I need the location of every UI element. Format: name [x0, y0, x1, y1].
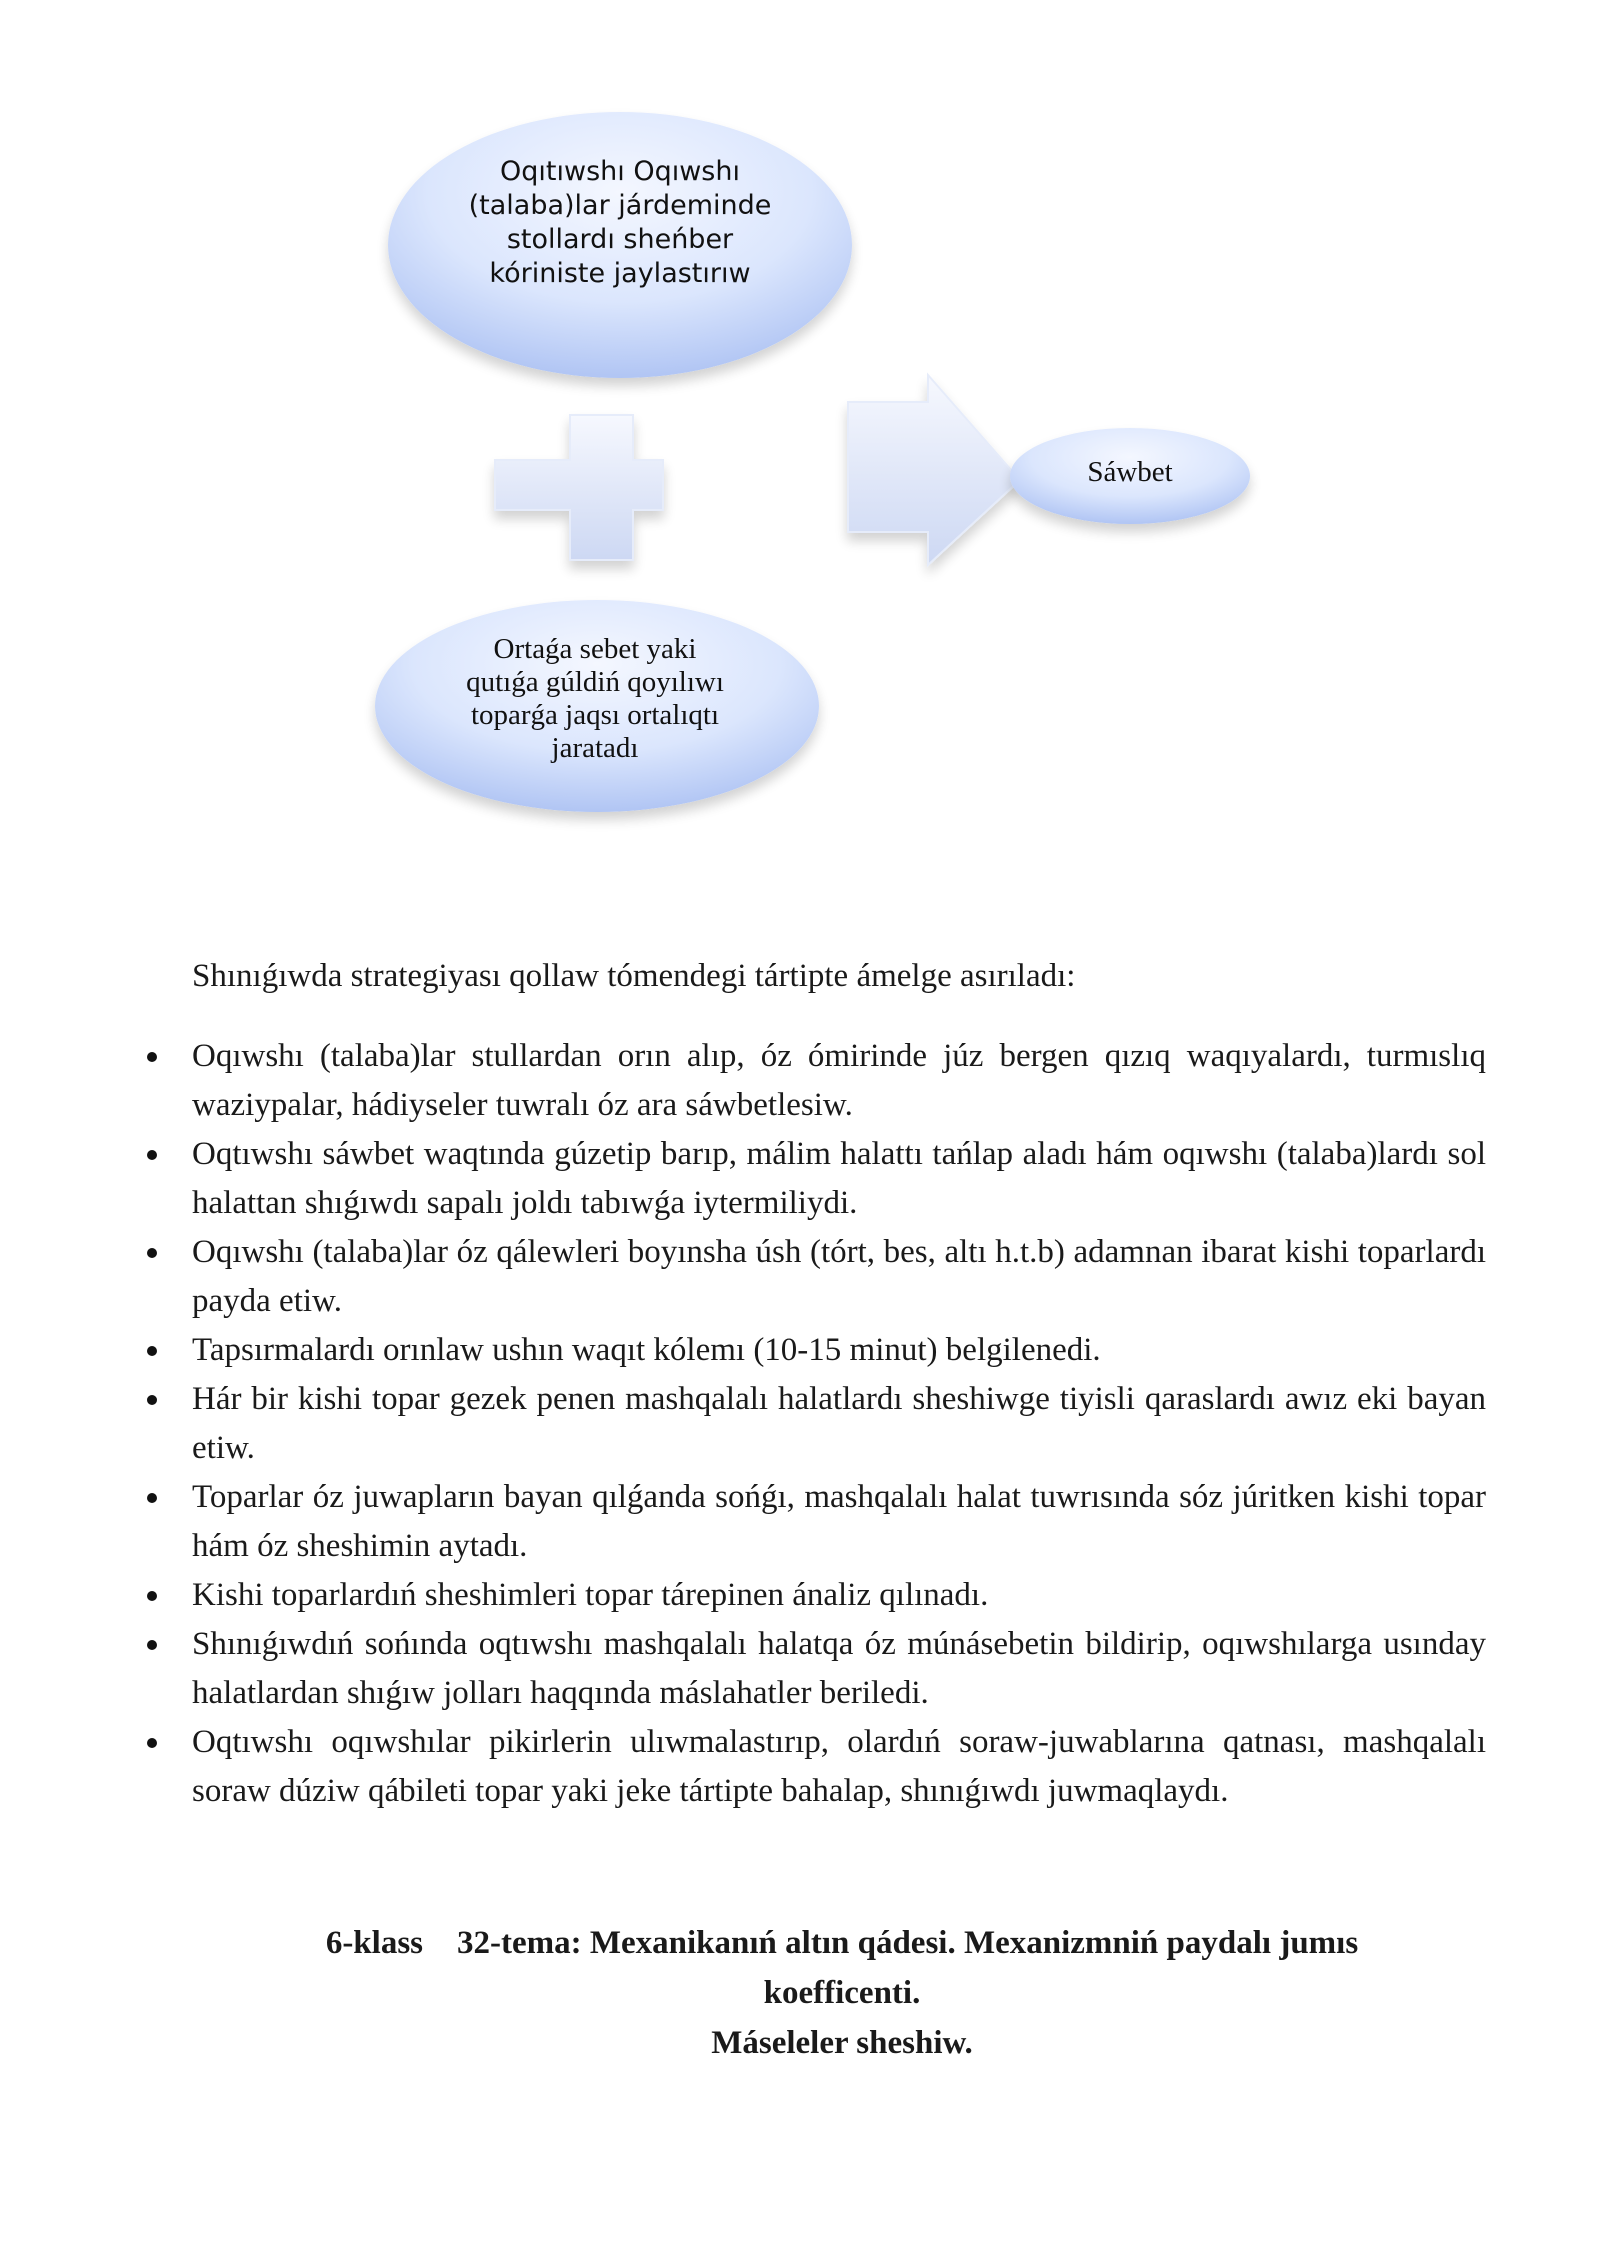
heading-line-2: koefficenti.	[763, 1975, 921, 2011]
right-ellipse-text: Sáwbet	[1087, 456, 1173, 488]
arrow-right-icon	[848, 375, 1020, 565]
list-item: Oqıwshı (talaba)lar stullardan orın alıp, óz ómirinde júz bergen qızıq waqıyalardı, turmıslıq waziypalar, hádiyseler tuwralı óz ara sáwbetlesiw.	[192, 1032, 1486, 1130]
strategy-diagram	[0, 0, 1600, 880]
bottom-ellipse-text	[430, 633, 760, 765]
list-item: Toparlar óz juwapların bayan qılǵanda sońǵı, mashqalalı halat tuwrısında sóz júritken kishi topar hám óz sheshimin aytadı.	[192, 1473, 1486, 1571]
bottom-ellipse-line: Ortaǵa sebet yaki	[493, 633, 697, 665]
bottom-ellipse-line: toparǵa jaqsı ortalıqtı	[470, 699, 720, 731]
bottom-ellipse-line: jaratadı	[551, 732, 639, 764]
list-item: Tapsırmalardı orınlaw ushın waqıt kólemı (10-15 minut) belgilenedi.	[192, 1326, 1486, 1375]
steps-list	[192, 1032, 1486, 1816]
top-ellipse-text	[440, 155, 800, 291]
grade-label: 6-klass	[325, 1925, 424, 1961]
top-ellipse-line: (talaba)lar járdeminde	[468, 190, 772, 221]
list-item: Oqtıwshı oqıwshılar pikirlerin ulıwmalastırıp, olardıń soraw-juwablarına qatnası, mashqalalı soraw dúziw qábileti topar yaki jeke tártipte bahalap, shınıǵıwdı juwmaqlaydı.	[192, 1718, 1486, 1816]
list-item: Oqtıwshı sáwbet waqtında gúzetip barıp, málim halattı tańlap aladı hám oqıwshı (talaba)lardı sol halattan shıǵıwdı sapalı joldı tabıwǵa iytermiliydi.	[192, 1130, 1486, 1228]
list-item: Shınıǵıwdıń sońında oqtıwshı mashqalalı halatqa óz múnásebetin bildirip, oqıwshılarga usınday halatlardan shıǵıw jolları haqqında máslahatler beriledi.	[192, 1620, 1486, 1718]
diagram-shapes	[0, 0, 1600, 880]
top-ellipse-line: stollardı sheńber	[506, 224, 734, 255]
list-item: Oqıwshı (talaba)lar óz qálewleri boyınsha úsh (tórt, bes, altı h.t.b) adamnan ibarat kishi toparlardı payda etiw.	[192, 1228, 1486, 1326]
lesson-heading	[192, 1918, 1492, 2068]
topic-label: 32-tema: Mexanikanıń altın qádesi. Mexanizmniń paydalı jumıs	[457, 1925, 1359, 1961]
top-ellipse-line: kóriniste jaylastırıw	[489, 258, 751, 289]
list-item: Hár bir kishi topar gezek penen mashqalalı halatlardı sheshiwge tiyisli qaraslardı awız eki bayan etiw.	[192, 1375, 1486, 1473]
intro-paragraph: Shınıǵıwda strategiyası qollaw tómendegi tártipte ámelge asırıladı:	[192, 958, 1076, 994]
list-item: Kishi toparlardıń sheshimleri topar tárepinen ánaliz qılınadı.	[192, 1571, 1486, 1620]
top-ellipse-line: Oqıtıwshı Oqıwshı	[500, 156, 740, 187]
heading-line-3: Máseleler sheshiw.	[711, 2025, 973, 2061]
plus-icon	[495, 415, 663, 560]
heading-line-1	[192, 1918, 1492, 1968]
bottom-ellipse-line: qutıǵa gúldiń qoyılıwı	[466, 666, 724, 698]
